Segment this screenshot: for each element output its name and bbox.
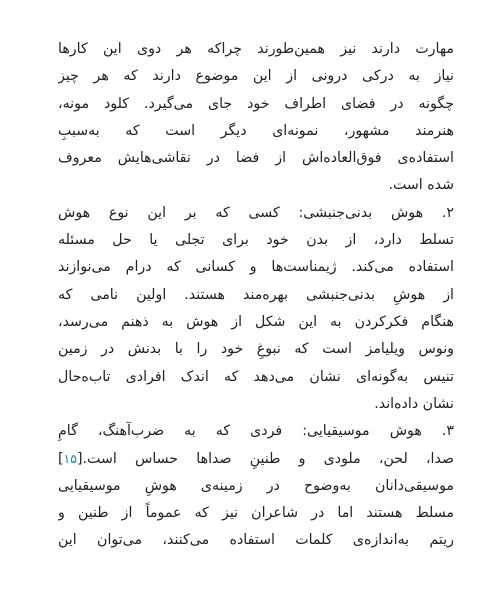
text-line: شده است. — [388, 177, 454, 194]
text-line: موسیقی‌دانان به‌وضوح در زمینه‌ی هوشِ موسیقیایی — [58, 477, 454, 494]
text-line: ۲. هوش بدنی‌جنبشی: کسی که بر این نوع هوش — [58, 204, 454, 221]
text-line: چگونه در فضای اطراف خود جای می‌گیرد. کلود مونه، — [58, 95, 454, 112]
text-line: استفاده می‌کند. ژیمناست‌ها و کسانی که درام می‌نوازند — [58, 259, 454, 276]
text-line: نشان داده‌اند. — [374, 395, 454, 412]
text-line: مسلط هستند اما در شاعران نیز که عموماً از طنین و — [58, 505, 454, 522]
document-body — [58, 36, 454, 555]
text-line: ۳. هوش موسیقیایی: فردی که به ضرب‌آهنگ، گامِ — [58, 423, 454, 440]
paragraph-bodily-kinesthetic — [58, 200, 454, 418]
text-line: نیاز به درکی درونی از این موضوع دارند که هر چیز — [58, 68, 454, 85]
reference-close-bracket: ] — [58, 451, 64, 468]
text-line-with-reference — [58, 445, 454, 472]
text-segment: صدا، لحن، ملودی و طنینِ صداها حساس است. — [82, 451, 454, 468]
text-line: مهارت دارند نیز همین‌طورند چراکه هر دوی این کارها — [58, 41, 454, 57]
paragraph-spatial — [58, 36, 454, 200]
text-line: ونوس ویلیامز است که نبوغِ خود را با بدنش در زمین — [58, 341, 454, 358]
text-line: تسلط دارد، از بدن خود برای تجلی یا حل مسئله — [58, 232, 454, 249]
text-line: هنرمند مشهور، نمونه‌ای دیگر است که به‌سببِ — [58, 122, 454, 139]
reference-open-bracket: [ — [76, 451, 83, 468]
paragraph-musical — [58, 418, 454, 554]
text-line: استفاده‌ی فوق‌العاده‌اش از فضا در نقاشی‌هایش معروف — [58, 150, 454, 167]
text-line: هنگام فکرکردن به این شکل از هوش به ذهنم می‌رسد، — [58, 313, 454, 330]
text-line: تنیس به‌گونه‌ای نشان می‌دهد که اندک افرادی تاب‌ه‌حال — [58, 368, 454, 385]
text-line: ریتم به‌اندازه‌ی کلمات استفاده می‌کنند، می‌توان این — [58, 532, 454, 549]
text-line: از هوشِ بدنی‌جنبشی بهره‌مند هستند. اولین نامی که — [58, 286, 454, 303]
reference-link[interactable]: ۱۵ — [63, 451, 77, 467]
